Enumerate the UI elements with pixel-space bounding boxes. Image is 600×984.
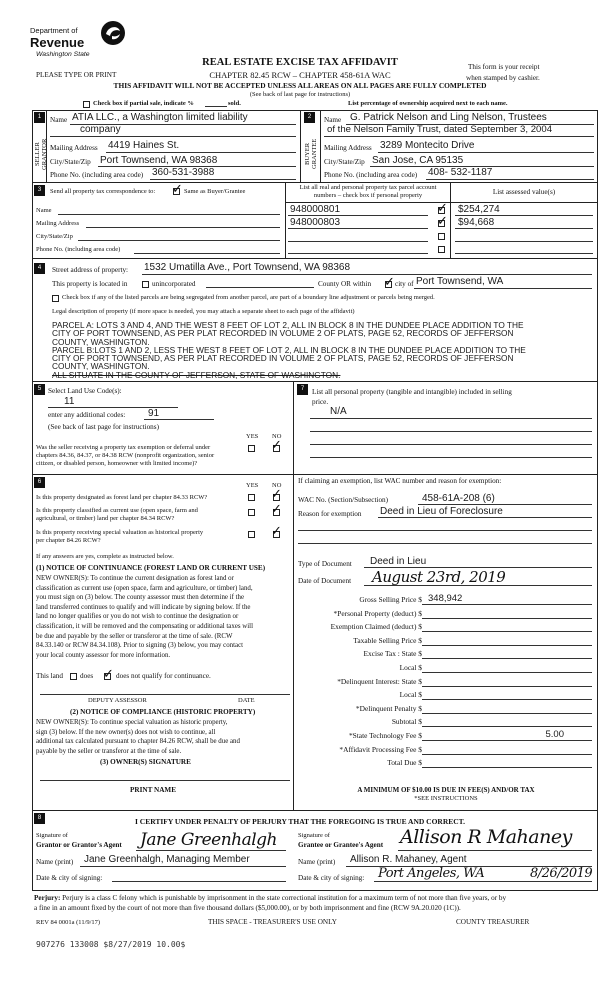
s6-yes: YES <box>246 482 259 489</box>
deputy-date-label: DATE <box>238 697 255 704</box>
exemption-claim-label: If claiming an exemption, list WAC number and reason for exemption: <box>298 477 502 485</box>
total-row-value-line[interactable] <box>422 618 592 619</box>
parcel-1-checkmark-icon: ✓ <box>437 201 448 216</box>
notice-2-text <box>36 718 291 756</box>
total-row <box>298 730 594 742</box>
grantor-date-line[interactable] <box>112 881 286 882</box>
total-row-value-line[interactable] <box>422 699 592 700</box>
buyer-name-label: Name <box>324 116 342 124</box>
ownership-note: List percentage of ownership acquired next to each name. <box>348 100 508 107</box>
grantor-name-label: Name (print) <box>36 858 74 866</box>
s5-yes-checkbox[interactable] <box>248 445 255 452</box>
total-row <box>298 703 594 715</box>
perjury-line-1 <box>34 894 596 902</box>
s5-no: NO <box>272 433 282 440</box>
land-use-code[interactable]: 11 <box>64 396 75 407</box>
total-row-value-line[interactable] <box>422 754 592 755</box>
perjury-text-1: Perjury is a class C felony which is punishable by imprisonment in the state correctional institution for a maximum term of not more than five years, or by <box>60 894 507 902</box>
treasurer-space-label: THIS SPACE - TREASURER'S USE ONLY <box>208 918 337 926</box>
legal-line: COUNTY, WASHINGTON. <box>52 361 150 372</box>
buyer-name-2[interactable]: of the Nelson Family Trust, dated September 3, 2004 <box>327 124 553 135</box>
parcel-2-value[interactable]: $94,668 <box>458 217 495 228</box>
form-title: REAL ESTATE EXCISE TAX AFFIDAVIT <box>202 57 398 68</box>
form-chapter: CHAPTER 82.45 RCW – CHAPTER 458-61A WAC <box>209 70 391 80</box>
grantor-date-label: Date & city of signing: <box>36 874 103 882</box>
if-yes-note: If any answers are yes, complete as instructed below. <box>36 553 174 560</box>
total-row-label: *Delinquent Penalty $ <box>355 703 422 713</box>
legal-line: COUNTY, WASHINGTON. <box>52 336 150 347</box>
segregated-checkbox[interactable] <box>52 295 59 302</box>
wac-value[interactable]: 458-61A-208 (6) <box>422 493 495 504</box>
notice-line: additional tax calculated pursuant to chapter 84.26 RCW, shall be due and <box>36 738 240 746</box>
partial-sale-percent-line[interactable] <box>205 106 227 107</box>
current-use-no-checkmark-icon: ✓ <box>271 502 282 517</box>
s3-phone-line[interactable] <box>134 253 280 254</box>
parcels-header-2: numbers – check box if personal property <box>313 192 423 199</box>
total-row-value-line[interactable] <box>422 713 592 714</box>
doc-date-label: Date of Document <box>298 577 352 585</box>
exemption-q-2: chapters 84.36, 84.37, or 84.38 RCW (nonprofit organization, senior <box>36 452 215 459</box>
perjury-line-2: a fine in an amount fixed by the court of not more than five thousand dollars ($5,000.00), or by both imprisonment and fine (RCW 9A.20.020 (1C)). <box>34 904 461 912</box>
partial-sale-checkbox[interactable] <box>83 101 90 108</box>
exemption-q-3: citizen, or disabled person, homeowner with limited income)? <box>36 460 198 467</box>
county-or-label: County OR within <box>318 280 372 288</box>
grantor-sig-label-1: Signature of <box>36 832 68 839</box>
city-of-label: city of <box>395 280 414 288</box>
section-1-number: 1 <box>34 112 45 123</box>
total-row <box>298 648 594 660</box>
deputy-assessor-label: DEPUTY ASSESSOR <box>88 697 147 704</box>
total-row <box>298 757 594 769</box>
logo-line2: Revenue <box>30 35 85 50</box>
s3-city-line[interactable] <box>78 240 280 241</box>
owner-signature-line[interactable] <box>40 780 290 781</box>
segregated-label: Check box if any of the listed parcels are being segregated from another parcel, are part of a boundary line adjustment or parcels being merged. <box>62 294 435 301</box>
forest-no-checkmark-icon: ✓ <box>271 487 282 502</box>
county-line[interactable] <box>206 287 314 288</box>
grantee-date-city[interactable]: Port Angeles, WA <box>378 866 485 881</box>
grantee-sig-label-2: Grantee or Grantee's Agent <box>298 841 384 849</box>
total-row-value-line[interactable] <box>422 631 592 632</box>
s3-name-label: Name <box>36 207 52 214</box>
legal-line: CITY OF PORT TOWNSEND, AS PER PLAT RECORDED IN VOLUME 2 OF PLATS, PAGE 52, RECORDS OF JEFFERSON <box>52 328 514 339</box>
total-row <box>298 662 594 674</box>
doc-date-value[interactable]: August 23rd, 2019 <box>372 568 506 586</box>
s6-no: NO <box>272 482 282 489</box>
personal-property-1: List all personal property (tangible and intangible) included in selling <box>312 388 512 396</box>
s3-mailing-label: Mailing Address <box>36 220 80 227</box>
grantor-signature[interactable]: Jane Greenhalgh <box>140 830 277 850</box>
notice-1-text <box>36 574 291 660</box>
seller-mailing-label: Mailing Address <box>50 144 98 152</box>
buyer-phone[interactable]: 408- 532-1187 <box>428 167 493 178</box>
notice-2-title: (2) NOTICE OF COMPLIANCE (HISTORIC PROPERTY) <box>70 708 256 716</box>
parcel-4-value-line[interactable] <box>455 253 593 254</box>
total-row-label: Local $ <box>399 690 422 700</box>
legal-line: PARCEL A: LOTS 3 AND 4, AND THE WEST 8 FEET OF LOT 2, ALL IN BLOCK 8 IN THE DUNDEE PLACE ADDITION TO THE <box>52 320 524 330</box>
additional-codes-label: enter any additional codes: <box>48 411 126 419</box>
street-address[interactable]: 1532 Umatilla Ave., Port Townsend, WA 98368 <box>144 262 351 273</box>
total-row <box>298 608 594 620</box>
city-name[interactable]: Port Townsend, WA <box>416 276 504 287</box>
notice-line: your local county assessor for more information. <box>36 651 171 659</box>
total-row-label: Local $ <box>399 663 422 672</box>
s5-see-back: (See back of last page for instructions) <box>48 423 159 431</box>
certify-statement: I CERTIFY UNDER PENALTY OF PERJURY THAT THE FOREGOING IS TRUE AND CORRECT. <box>134 817 465 826</box>
personal-property-2: price. <box>312 398 329 406</box>
historic-no-checkmark-icon: ✓ <box>271 524 282 539</box>
this-land-label: This land <box>36 672 63 680</box>
notice-line: land no longer qualifies or you do not wish to continue the designation or <box>36 613 239 621</box>
current-use-q-2: agricultural, or timber) land per chapter 84.34 RCW? <box>36 515 175 522</box>
total-row <box>298 594 594 606</box>
minimum-note-2: *SEE INSTRUCTIONS <box>414 795 478 802</box>
parcel-4-personal-checkbox[interactable] <box>438 246 445 253</box>
legal-line: PARCEL B:LOTS 1 AND 2, LESS THE WEST 8 FEET OF LOT 2, ALL IN BLOCK 8 IN THE DUNDEE PLACE ADDITION TO THE <box>52 344 526 355</box>
notice-line: NEW OWNER(S): To continue special valuation as historic property, <box>36 719 228 726</box>
total-row-label: *State Technology Fee $ <box>348 731 422 740</box>
historic-q-2: per chapter 84.26 RCW? <box>36 537 101 544</box>
county-treasurer-label: COUNTY TREASURER <box>456 918 530 926</box>
seller-name-label: Name <box>50 116 68 124</box>
total-row-value[interactable]: 5.00 <box>545 729 564 740</box>
buyer-mailing[interactable]: 3289 Montecito Drive <box>380 140 475 151</box>
current-use-q-1: Is this property classified as current use (open space, farm and <box>36 507 198 514</box>
total-row-label: Excise Tax : State $ <box>363 649 422 659</box>
s3-city-label: City/State/Zip <box>36 233 73 240</box>
parcel-3-line[interactable] <box>288 241 428 242</box>
grantee-date-label: Date & city of signing: <box>298 874 365 882</box>
seller-mailing[interactable]: 4419 Haines St. <box>108 140 180 151</box>
grantee-name[interactable]: Allison R. Mahaney, Agent <box>350 854 467 865</box>
total-row-value-line[interactable] <box>422 686 592 687</box>
current-use-yes-checkbox[interactable] <box>248 509 255 516</box>
seller-name-1[interactable]: ATIA LLC., a Washington limited liability <box>72 112 248 123</box>
s3-phone-label: Phone No. (including area code) <box>36 246 121 253</box>
parcel-2-checkmark-icon: ✓ <box>437 214 448 229</box>
legal-description-label: Legal description of property (if more space is needed, you may attach a separate sheet to each page of the affidavit) <box>52 308 355 315</box>
parcel-1-value[interactable]: $254,274 <box>458 204 500 215</box>
city-of-checkmark-icon: ✓ <box>384 275 395 290</box>
same-as-buyer-checkmark-icon: ✓ <box>172 182 183 197</box>
total-row-label: Gross Selling Price $ <box>359 595 422 604</box>
total-row-value-line[interactable] <box>422 604 592 605</box>
section-3-number: 3 <box>34 185 45 196</box>
does-not-checkmark-icon: ✓ <box>103 667 114 682</box>
assessed-header: List assessed value(s) <box>492 188 556 196</box>
s5-yes: YES <box>246 433 259 440</box>
total-row-value-line[interactable] <box>422 645 592 646</box>
s3-mailing-line[interactable] <box>86 227 280 228</box>
buyer-mailing-label: Mailing Address <box>324 144 372 152</box>
notice-line: be due and payable by the seller or transferor at the time of sale. (RCW <box>36 632 233 640</box>
total-row-label: *Personal Property (deduct) $ <box>333 608 422 618</box>
total-row-value-line[interactable] <box>422 726 592 727</box>
legal-line: ALL SITUATE IN THE COUNTY OF JEFFERSON, STATE OF WASHINGTON. <box>52 369 341 380</box>
historic-q-1: Is this property receiving special valuation as historical property <box>36 529 204 536</box>
grantee-date[interactable]: 8/26/2019 <box>530 866 593 881</box>
forest-yes-checkbox[interactable] <box>248 494 255 501</box>
same-as-buyer-label: Same as Buyer/Grantee <box>184 188 246 195</box>
reason-label: Reason for exemption <box>298 510 362 518</box>
parcel-1-number[interactable]: 948000801 <box>290 204 341 215</box>
logo-swirl-icon <box>100 20 126 46</box>
notice-1-title: (1) NOTICE OF CONTINUANCE (FOREST LAND OR CURRENT USE) <box>36 564 266 572</box>
seller-phone[interactable]: 360-531-3988 <box>152 167 215 178</box>
section-4-number: 4 <box>34 263 45 274</box>
total-row <box>298 716 594 728</box>
total-row <box>298 744 594 756</box>
notice-line: sign (3) below. If the new owner(s) does not wish to continue, all <box>36 728 216 736</box>
seller-side-label: SELLER GRANTOR <box>34 138 48 170</box>
treasurer-stamp: 907276 133008 $8/27/2019 10.00$ <box>36 940 186 949</box>
grantee-sig-label-1: Signature of <box>298 832 330 839</box>
buyer-name-1[interactable]: G. Patrick Nelson and Ling Nelson, Trustees <box>350 112 547 123</box>
reason-value[interactable]: Deed in Lieu of Foreclosure <box>380 506 503 517</box>
section-6-number: 6 <box>34 477 45 488</box>
unincorporated-label: unincorporated <box>152 280 196 288</box>
total-row-value-line[interactable] <box>422 672 592 673</box>
total-row <box>298 621 594 633</box>
seller-city-label: City/State/Zip <box>50 158 91 166</box>
see-back-note: (See back of last page for instructions) <box>249 91 351 98</box>
does-not-label: does not qualify for continuance. <box>116 672 211 680</box>
additional-code[interactable]: 91 <box>148 408 160 419</box>
owner-signature-label: (3) OWNER(S) SIGNATURE <box>100 758 191 766</box>
wac-label: WAC No. (Section/Subsection) <box>298 496 389 504</box>
minimum-note-1: A MINIMUM OF $10.00 IS DUE IN FEE(S) AND/OR TAX <box>357 786 535 794</box>
seller-city[interactable]: Port Townsend, WA 98368 <box>100 155 218 166</box>
send-correspondence-label: Send all property tax correspondence to: <box>50 188 156 195</box>
s3-name-line[interactable] <box>58 214 280 215</box>
total-row <box>298 676 594 688</box>
total-row-label: *Delinquent Interest: State $ <box>337 676 422 686</box>
notice-line: you must sign on (3) below. The county assessor must then determine if the <box>36 594 245 602</box>
logo-line3: Washington State <box>36 51 90 58</box>
parcels-header-1: List all real and personal property tax parcel account <box>299 184 437 191</box>
land-use-label: Select Land Use Code(s): <box>48 387 122 395</box>
section-7-number: 7 <box>297 384 308 395</box>
partial-sale-label: Check box if partial sale, indicate % <box>93 100 194 107</box>
receipt-note-2: when stamped by cashier. <box>466 74 540 82</box>
grantee-signature[interactable]: Allison R Mahaney <box>400 826 572 848</box>
perjury-label: Perjury: <box>34 894 61 902</box>
section-2-number: 2 <box>304 112 315 123</box>
deputy-assessor-line[interactable] <box>40 694 290 695</box>
total-row-label: Exemption Claimed (deduct) $ <box>330 622 422 632</box>
notice-line: 84.33.140 or RCW 84.34.108). Prior to signing (3) below, you may contact <box>36 642 244 650</box>
seller-phone-label: Phone No. (including area code) <box>50 171 144 179</box>
notice-line: land transferred continues to qualify and will indicate by signing below. If the <box>36 603 251 611</box>
total-row-value-line[interactable] <box>422 740 592 741</box>
total-row-value[interactable]: 348,942 <box>428 593 463 604</box>
unincorporated-checkbox[interactable] <box>142 281 149 288</box>
total-row-label: Total Due $ <box>387 758 422 768</box>
buyer-city[interactable]: San Jose, CA 95135 <box>372 155 464 166</box>
grantee-name-label: Name (print) <box>298 858 336 866</box>
logo-line1: Department of <box>30 26 78 35</box>
total-row-label: *Affidavit Processing Fee $ <box>339 744 422 754</box>
parcel-4-line[interactable] <box>288 253 428 254</box>
notice-line: NEW OWNER(S): To continue the current designation as forest land or <box>36 575 234 582</box>
street-label: Street address of property: <box>52 266 129 274</box>
type-or-print: PLEASE TYPE OR PRINT <box>36 71 117 79</box>
section-8-number: 8 <box>34 813 45 824</box>
total-row-label: Subtotal $ <box>391 717 422 727</box>
parcel-2-number[interactable]: 948000803 <box>290 217 341 228</box>
doc-type-label: Type of Document <box>298 560 352 568</box>
parcel-3-personal-checkbox[interactable] <box>438 233 445 240</box>
total-row <box>298 689 594 701</box>
grantor-sig-label-2: Grantor or Grantor's Agent <box>36 841 122 849</box>
receipt-note-1: This form is your receipt <box>468 63 540 71</box>
personal-property-value[interactable]: N/A <box>330 406 347 417</box>
s5-no-checkmark-icon: ✓ <box>271 438 282 453</box>
forest-land-q: Is this property designated as forest land per chapter 84.33 RCW? <box>36 494 208 501</box>
total-row-value-line[interactable] <box>422 767 592 768</box>
notice-line: classification as current use (open space, farm and agriculture, or timber) land, <box>36 584 253 592</box>
doc-type-value[interactable]: Deed in Lieu <box>370 556 427 567</box>
legal-line: CITY OF PORT TOWNSEND, AS PER PLAT RECORDED IN VOLUME 2 OF PLATS, PAGE 52, RECORDS OF JEFFERSON <box>52 353 514 364</box>
grantor-name[interactable]: Jane Greenhalgh, Managing Member <box>84 854 250 865</box>
total-row-value-line[interactable] <box>422 658 592 659</box>
rev-number: REV 84 0001a (11/9/17) <box>36 919 101 926</box>
total-row <box>298 635 594 647</box>
section-5-number: 5 <box>34 384 45 395</box>
does-checkbox[interactable] <box>70 673 77 680</box>
seller-name-2[interactable]: company <box>80 124 121 135</box>
form-warning: THIS AFFIDAVIT WILL NOT BE ACCEPTED UNLESS ALL AREAS ON ALL PAGES ARE FULLY COMPLETED <box>113 81 487 90</box>
does-label: does <box>80 672 94 680</box>
historic-yes-checkbox[interactable] <box>248 531 255 538</box>
buyer-city-label: City/State/Zip <box>324 158 365 166</box>
located-label: This property is located in <box>52 280 128 288</box>
buyer-phone-label: Phone No. (including area code) <box>324 171 418 179</box>
parcel-3-value-line[interactable] <box>455 241 593 242</box>
legal-description[interactable] <box>52 321 592 379</box>
notice-line: payable by the seller or transferor at the time of sale. <box>36 747 182 755</box>
buyer-side-label: BUYER GRANTEE <box>304 138 318 170</box>
total-row-label: Taxable Selling Price $ <box>353 635 422 645</box>
exemption-q-1: Was the seller receiving a property tax exemption or deferral under <box>36 444 211 451</box>
sold-label: sold. <box>228 100 241 107</box>
print-name-label: PRINT NAME <box>130 786 176 794</box>
notice-line: classification, it will be removed and the compensating or additional taxes will <box>36 622 253 630</box>
